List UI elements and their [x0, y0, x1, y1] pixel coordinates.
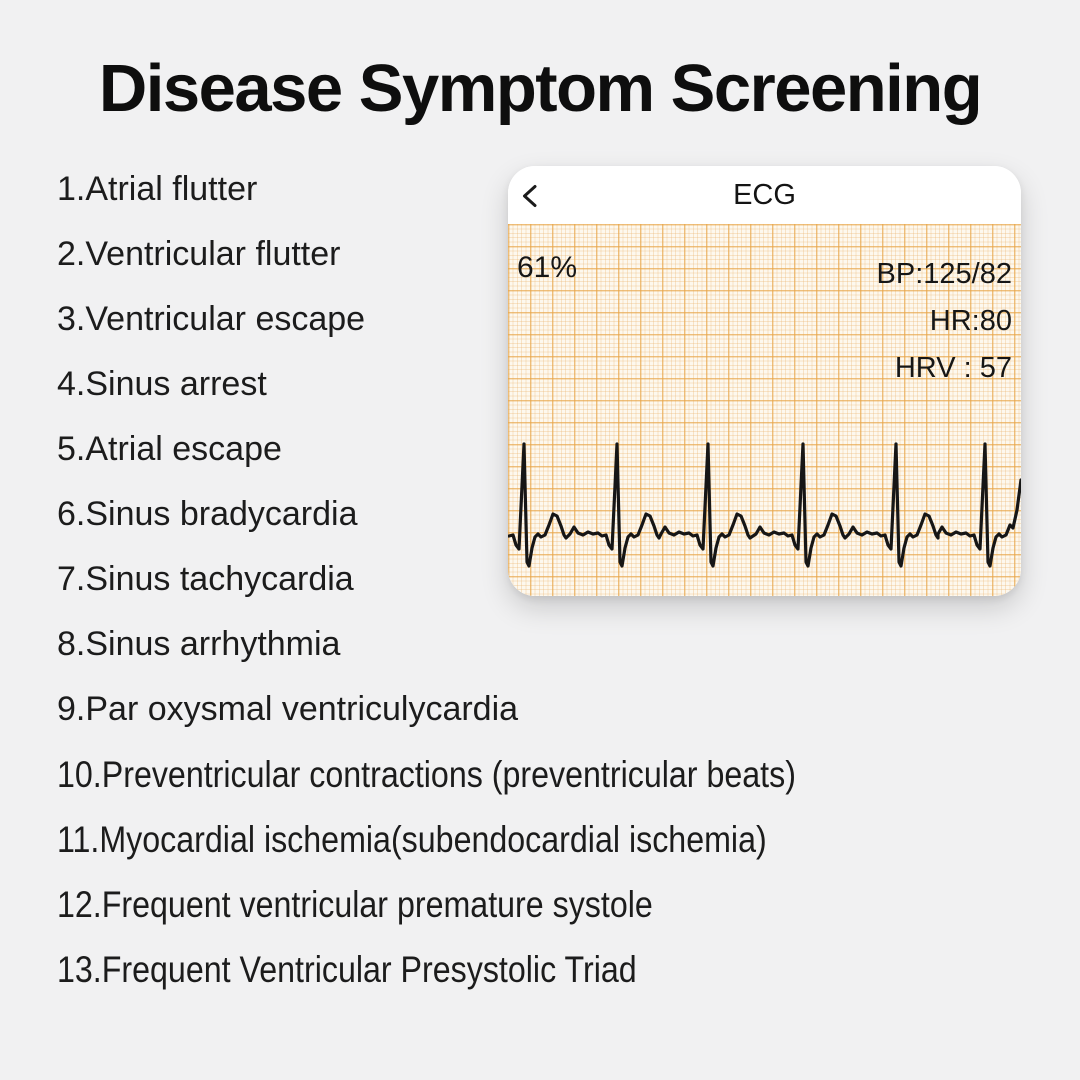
list-item: 13.Frequent Ventricular Presystolic Triad [57, 948, 637, 990]
bp-reading: BP:125/82 [876, 258, 1012, 290]
chevron-left-icon [518, 183, 544, 209]
list-item: 3.Ventricular escape [57, 300, 366, 338]
hrv-reading: HRV : 57 [894, 352, 1012, 384]
battery-level: 61% [517, 251, 578, 284]
list-item: 6.Sinus bradycardia [57, 495, 358, 533]
list-item: 2.Ventricular flutter [57, 235, 341, 273]
ecg-header-bar [508, 166, 1021, 224]
hr-reading: HR:80 [929, 305, 1012, 337]
ecg-waveform [509, 444, 1021, 566]
list-item: 12.Frequent ventricular premature systole [57, 883, 653, 925]
ecg-app-screen [508, 166, 1021, 596]
list-item: 10.Preventricular contractions (preventricular beats) [57, 753, 796, 795]
list-item: 8.Sinus arrhythmia [57, 625, 341, 663]
list-item: 5.Atrial escape [57, 430, 282, 468]
ecg-graph-paper [508, 224, 1021, 596]
back-button[interactable] [516, 181, 546, 211]
list-item: 7.Sinus tachycardia [57, 560, 354, 598]
ecg-screen-title: ECG [733, 178, 796, 211]
vitals-stack [877, 251, 1012, 392]
list-item: 11.Myocardial ischemia(subendocardial ischemia) [57, 818, 767, 860]
list-item: 9.Par oxysmal ventriculycardia [57, 690, 519, 728]
page-title: Disease Symptom Screening [98, 51, 982, 126]
list-item: 1.Atrial flutter [57, 170, 258, 208]
list-item: 4.Sinus arrest [57, 365, 267, 403]
